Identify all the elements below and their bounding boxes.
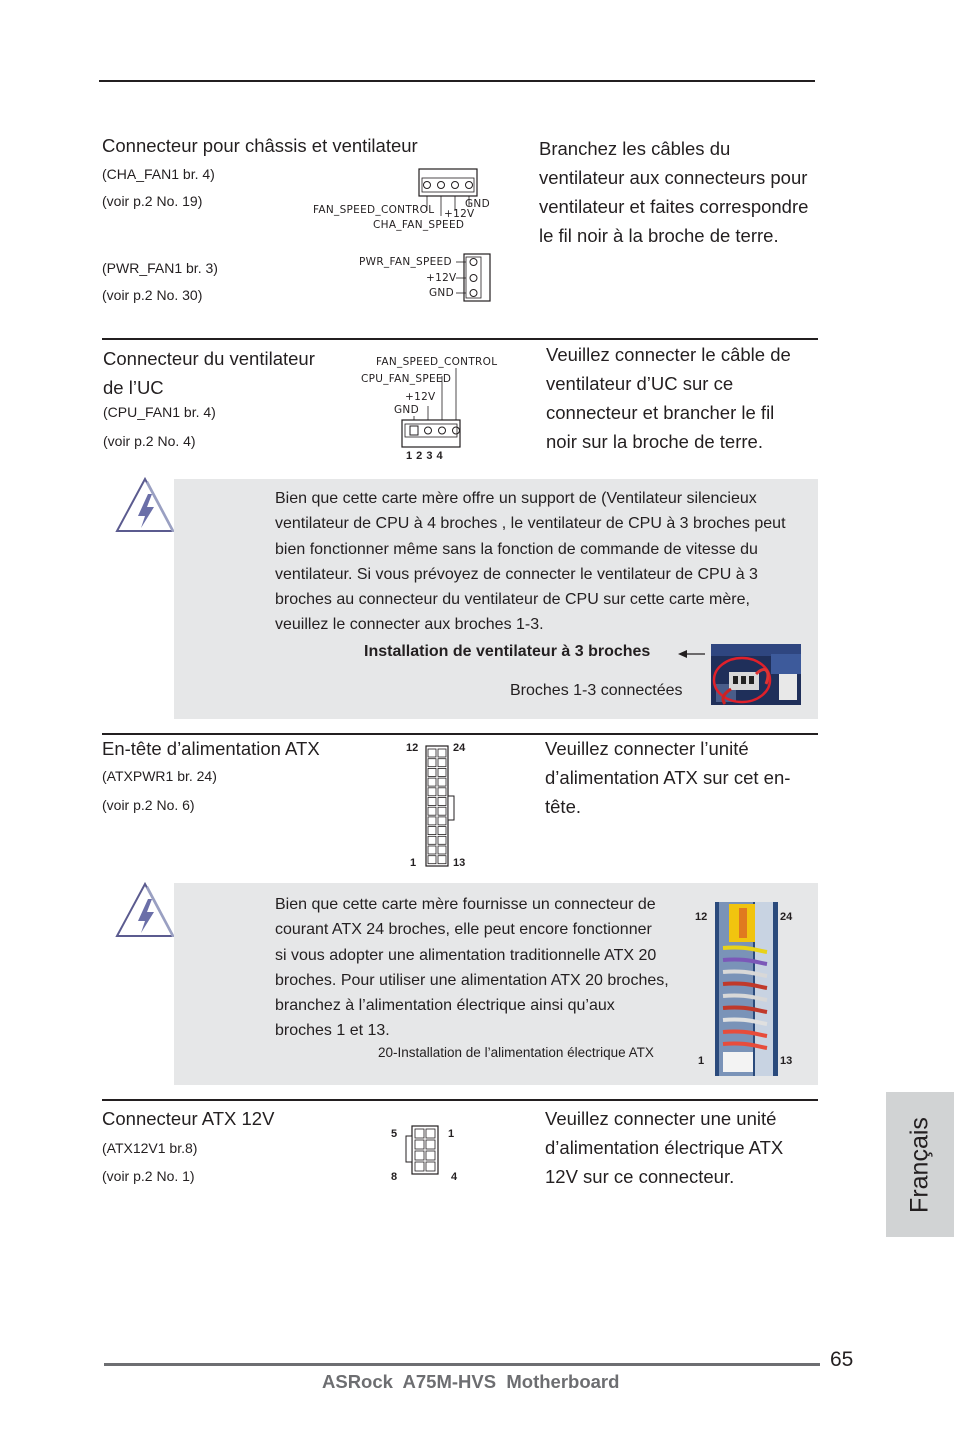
footer-title: ASRock A75M-HVS Motherboard: [322, 1371, 620, 1392]
pin-label: PWR_FAN_SPEED: [359, 256, 452, 268]
atx12v-see: (voir p.2 No. 1): [102, 1168, 195, 1184]
note-line: Bien que cette carte mère fournisse un connecteur de: [275, 896, 656, 913]
pin-label: FAN_SPEED_CONTROL: [313, 204, 435, 216]
atx-pin-13: 13: [453, 857, 466, 869]
page-number: 65: [830, 1348, 854, 1371]
top-rule: [99, 80, 815, 82]
cha-fan-description: [539, 134, 839, 250]
cpu-fan-title-line: de l’UC: [103, 377, 164, 398]
fan-install-photo: [711, 644, 801, 705]
note-atx-text: [275, 892, 700, 1044]
arrow-left-icon: [678, 648, 706, 660]
pwr-fan-ref: (PWR_FAN1 br. 3): [102, 260, 218, 276]
atx-pin-24: 24: [453, 742, 466, 754]
pin-label: GND: [465, 198, 490, 210]
language-tab: [886, 1092, 954, 1237]
atx-photo-pin-12: 12: [695, 911, 708, 923]
atx12v-pin-4: 4: [451, 1171, 458, 1183]
atx-description: [545, 734, 845, 821]
note-line: broches 1 et 13.: [275, 1022, 390, 1040]
cpu-fan-title-line: Connecteur du ventilateur: [103, 348, 315, 369]
desc-line: connecteur et brancher le fil: [546, 402, 775, 423]
atx12v-description: [545, 1104, 845, 1191]
note-line: broches au connecteur du ventilateur de CPU sur cette carte mère,: [275, 591, 750, 609]
cha-fan-ref: (CHA_FAN1 br. 4): [102, 166, 215, 182]
atx-photo-pin-1: 1: [698, 1055, 705, 1067]
pin-label: CHA_FAN_SPEED: [373, 219, 465, 231]
pin-label: CPU_FAN_SPEED: [361, 373, 452, 385]
desc-line: d’alimentation ATX sur cet en-: [545, 767, 791, 788]
cha-fan-see: (voir p.2 No. 19): [102, 193, 203, 209]
cha-fan-title: Connecteur pour châssis et ventilateur: [102, 135, 418, 156]
pin-label: +12V: [444, 208, 475, 220]
note-line: courant ATX 24 broches, elle peut encore fonctionner: [275, 921, 652, 939]
desc-line: d’alimentation électrique ATX: [545, 1137, 784, 1158]
note-fan-text: [275, 486, 820, 638]
atx-install-photo: [715, 902, 778, 1076]
desc-line: ventilateur et faites correspondre: [539, 196, 809, 217]
desc-line: tête.: [545, 796, 581, 817]
warning-icon: [114, 881, 176, 939]
note-line: Bien que cette carte mère offre un support de (Ventilateur silencieux: [275, 490, 757, 507]
pin-label: GND: [394, 404, 419, 416]
pin-label: +12V: [405, 391, 436, 403]
cpu-fan-title: [103, 344, 315, 402]
note-line: branchez à l’alimentation électrique ainsi qu’aux: [275, 997, 615, 1015]
pin-label: FAN_SPEED_CONTROL: [376, 356, 498, 368]
atx-ref: (ATXPWR1 br. 24): [102, 768, 217, 784]
atx12v-ref: (ATX12V1 br.8): [102, 1140, 198, 1156]
desc-line: ventilateur aux connecteurs pour: [539, 167, 808, 188]
atx-pin-12: 12: [406, 742, 419, 754]
note-line: veuillez le connecter aux broches 1-3.: [275, 616, 544, 634]
warning-icon: [114, 476, 176, 534]
pins-label: Broches 1-3 connectées: [510, 682, 683, 699]
footer-rule: [104, 1363, 820, 1366]
desc-line: Veuillez connecter une unité: [545, 1108, 777, 1129]
note-line: ventilateur de CPU à 4 broches , le ventilateur de CPU à 3 broches peut: [275, 515, 786, 533]
atx-see: (voir p.2 No. 6): [102, 797, 195, 813]
atx-pin-1: 1: [410, 857, 417, 869]
pwr-fan-connector-diagram: [456, 252, 496, 304]
atx-24pin-connector-diagram: [424, 744, 458, 870]
atx-photo-pin-24: 24: [780, 911, 793, 923]
cpu-fan-pin-numbers: 1 2 3 4: [406, 450, 443, 462]
pin-label: +12V: [426, 272, 457, 284]
cpu-fan-description: [546, 340, 846, 456]
desc-line: 12V sur ce connecteur.: [545, 1166, 735, 1187]
atx12v-title: Connecteur ATX 12V: [102, 1108, 275, 1129]
desc-line: le fil noir à la broche de terre.: [539, 225, 779, 246]
note-line: ventilateur. Si vous prévoyez de connecter le ventilateur de CPU à 3: [275, 565, 758, 583]
atx12v-pin-8: 8: [391, 1171, 398, 1183]
desc-line: Veuillez connecter l’unité: [545, 738, 749, 759]
atx12v-pin-5: 5: [391, 1128, 398, 1140]
section-rule: [102, 1099, 818, 1101]
atx-title: En-tête d’alimentation ATX: [102, 738, 320, 759]
desc-line: noir sur la broche de terre.: [546, 431, 763, 452]
cpu-fan-ref: (CPU_FAN1 br. 4): [103, 404, 216, 420]
note-line: broches. Pour utiliser une alimentation ATX 20 broches,: [275, 971, 669, 989]
atx12v-pin-1: 1: [448, 1128, 455, 1140]
cpu-fan-see: (voir p.2 No. 4): [103, 433, 196, 449]
desc-line: Veuillez connecter le câble de: [546, 344, 791, 365]
note-line: bien fonctionner même sans la fonction de commande de vitesse du: [275, 540, 758, 558]
atx12v-8pin-connector-diagram: [404, 1124, 442, 1176]
note-line: si vous adopter une alimentation traditionnelle ATX 20: [275, 946, 657, 964]
desc-line: Branchez les câbles du: [539, 138, 731, 159]
atx-install-caption: 20-Installation de l’alimentation électrique ATX: [378, 1045, 654, 1060]
pwr-fan-see: (voir p.2 No. 30): [102, 287, 203, 303]
desc-line: ventilateur d’UC sur ce: [546, 373, 734, 394]
language-tab-label: Français: [905, 1116, 934, 1213]
atx-photo-pin-13: 13: [780, 1055, 793, 1067]
install-label: Installation de ventilateur à 3 broches: [364, 643, 651, 660]
pin-label: GND: [429, 287, 454, 299]
